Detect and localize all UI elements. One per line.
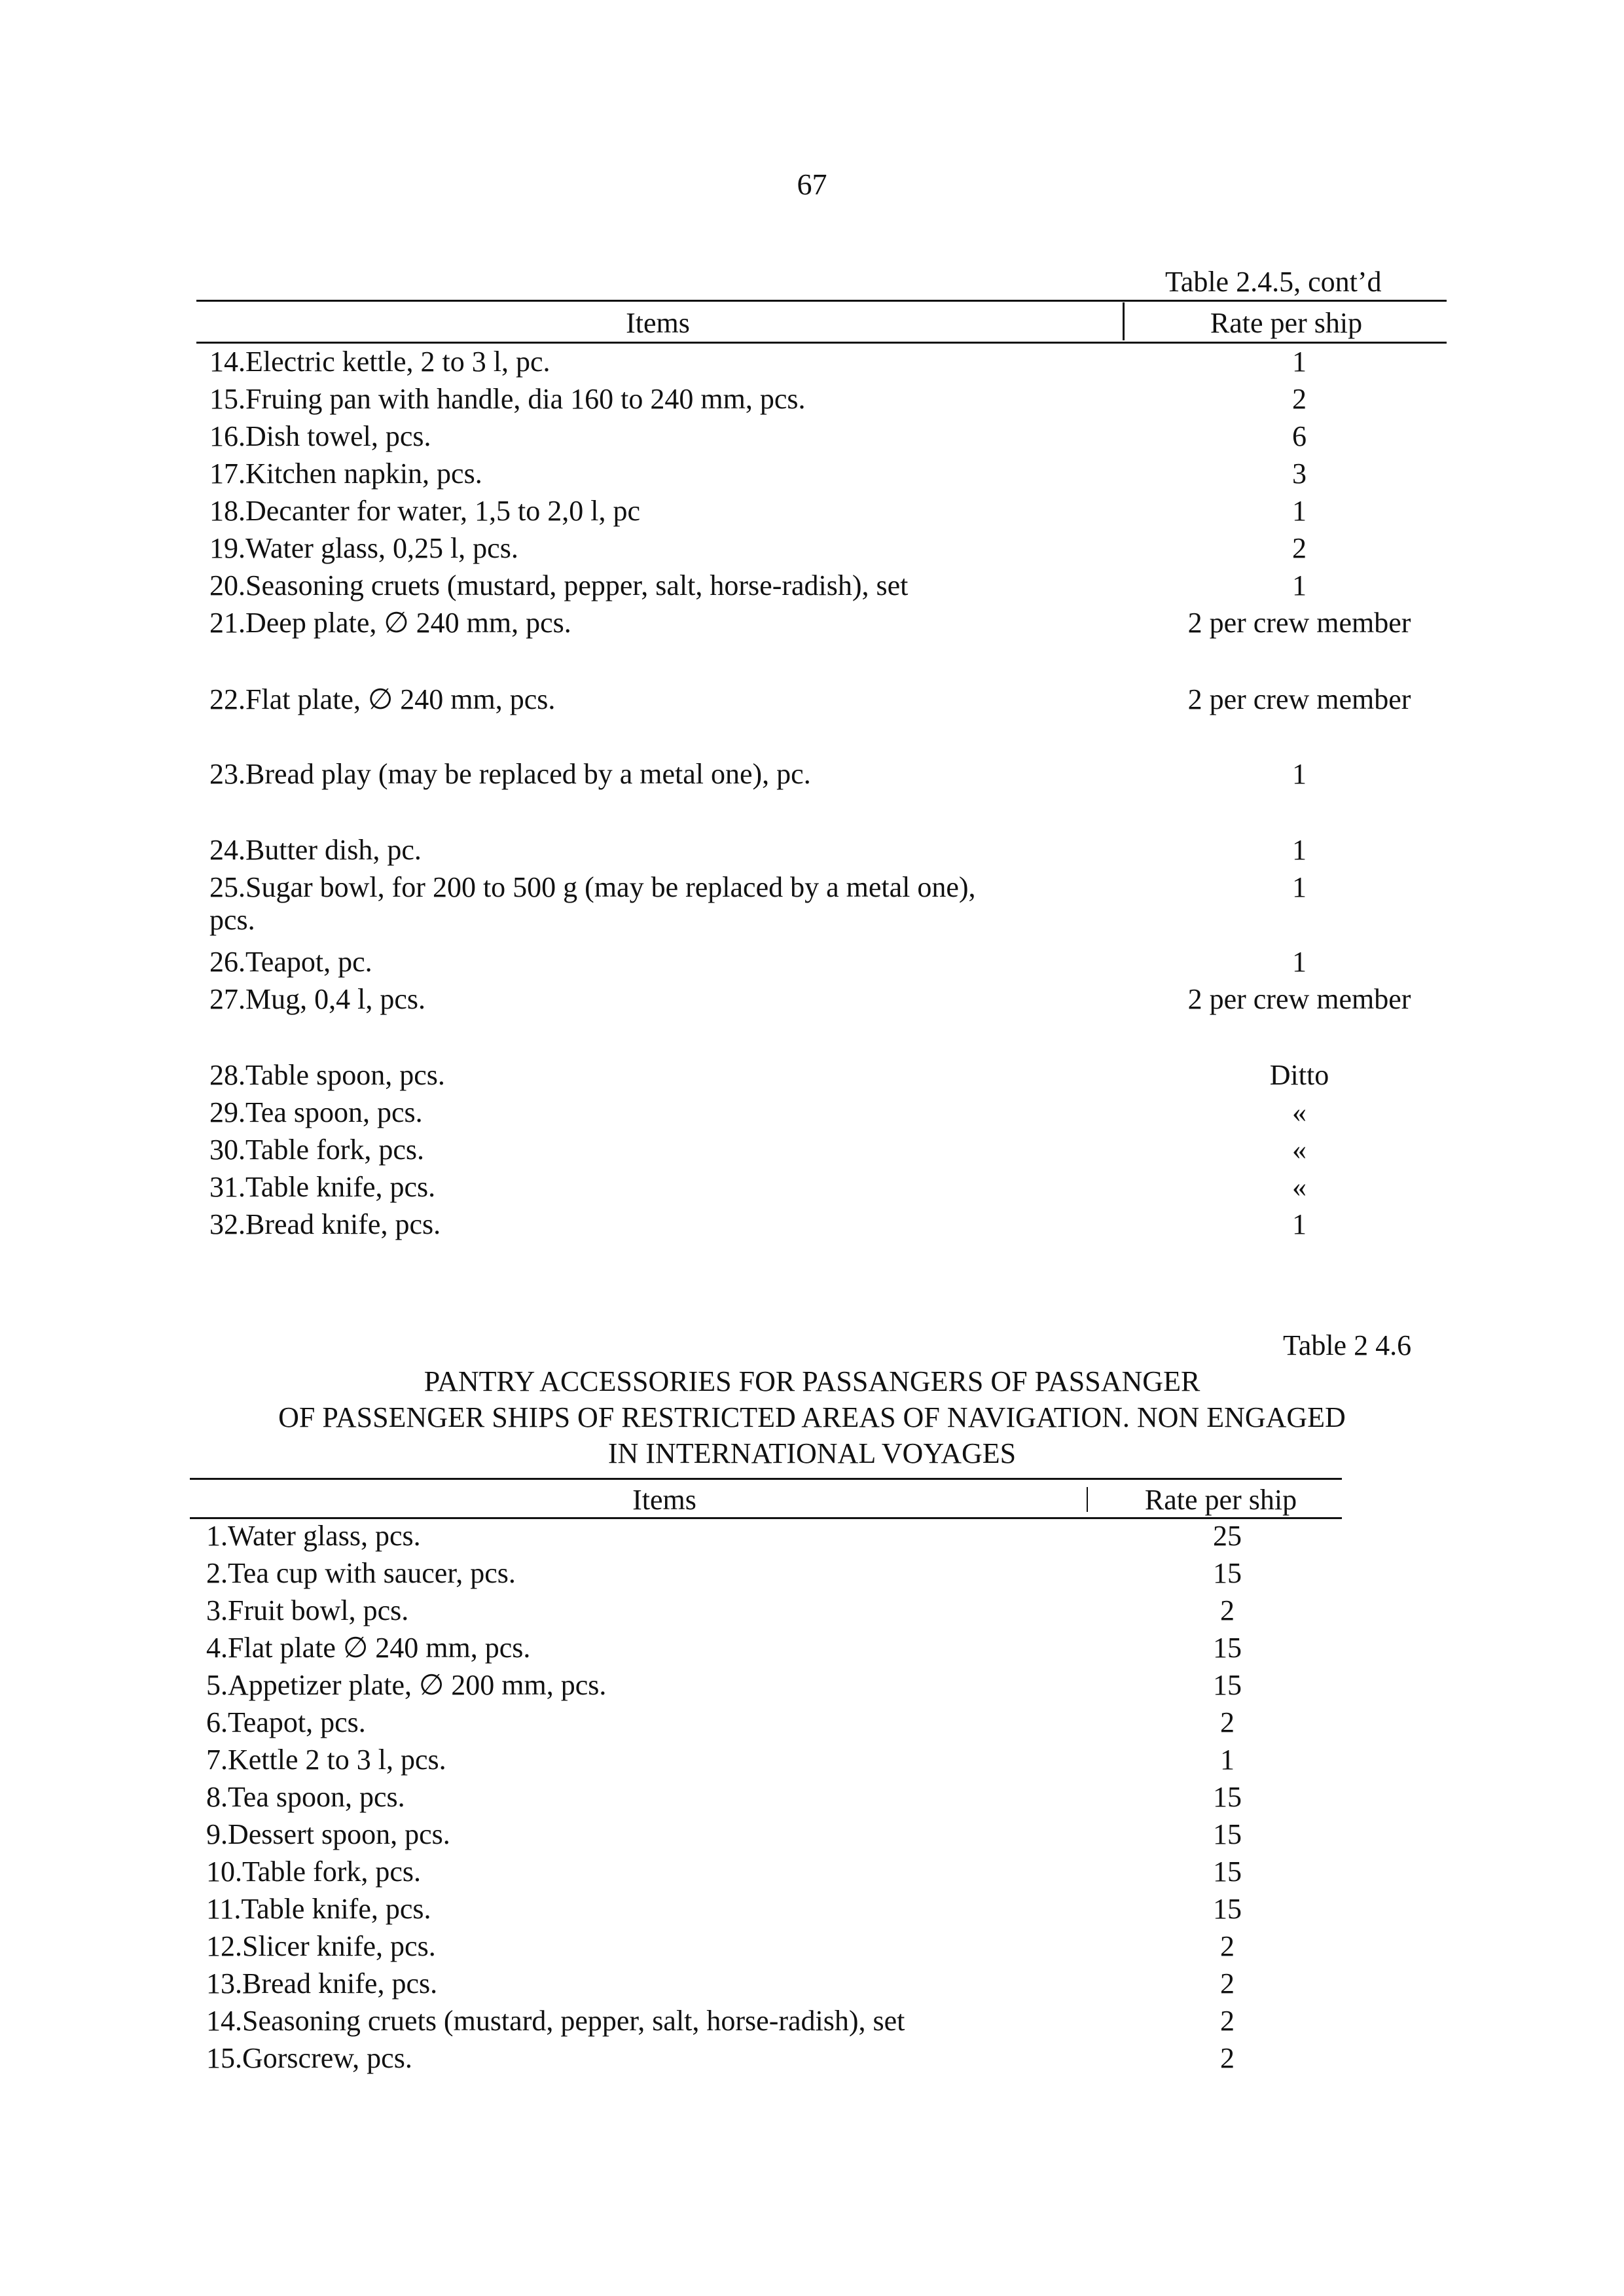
item-rate: 2 per crew member bbox=[1187, 683, 1411, 715]
item-rate: 6 bbox=[1292, 420, 1307, 452]
item-name: 20.Seasoning cruets (mustard, pepper, salt, horse-radish), set bbox=[209, 569, 909, 601]
item-name: 19.Water glass, 0,25 l, pcs. bbox=[209, 532, 518, 564]
table-title-line: OF PASSENGER SHIPS OF RESTRICTED AREAS OF NAVIGATION. NON ENGAGED bbox=[278, 1401, 1346, 1433]
item-rate: 15 bbox=[1213, 1557, 1242, 1589]
item-rate: 2 bbox=[1220, 1594, 1235, 1626]
item-name: 32.Bread knife, pcs. bbox=[209, 1208, 441, 1240]
item-name: 25.Sugar bowl, for 200 to 500 g (may be replaced by a metal one), pcs. bbox=[209, 871, 976, 936]
item-name: 22.Flat plate, ∅ 240 mm, pcs. bbox=[209, 683, 556, 715]
item-rate: « bbox=[1292, 1096, 1307, 1128]
column-header-items: Items bbox=[632, 1484, 696, 1516]
column-header-rate: Rate per ship bbox=[1210, 307, 1363, 339]
table-rule-header bbox=[196, 342, 1447, 344]
table-caption: Table 2.4.5, cont’d bbox=[1165, 266, 1382, 298]
item-name: 24.Butter dish, pc. bbox=[209, 834, 422, 866]
item-rate: 2 bbox=[1220, 1967, 1235, 2000]
item-rate: 2 bbox=[1220, 1706, 1235, 1738]
item-name: 2.Tea cup with saucer, pcs. bbox=[206, 1557, 516, 1589]
table-rule-top bbox=[196, 300, 1447, 302]
item-name: 17.Kitchen napkin, pcs. bbox=[209, 457, 482, 490]
item-rate: 2 bbox=[1220, 2042, 1235, 2074]
item-name: 15.Gorscrew, pcs. bbox=[206, 2042, 412, 2074]
item-name: 6.Teapot, pcs. bbox=[206, 1706, 366, 1738]
item-name: 8.Tea spoon, pcs. bbox=[206, 1781, 405, 1813]
item-rate: Ditto bbox=[1269, 1059, 1329, 1091]
item-rate: 2 per crew member bbox=[1187, 983, 1411, 1015]
item-name: 12.Slicer knife, pcs. bbox=[206, 1930, 436, 1962]
item-rate: 15 bbox=[1213, 1781, 1242, 1813]
item-name: 18.Decanter for water, 1,5 to 2,0 l, pc bbox=[209, 495, 641, 527]
item-name: 16.Dish towel, pcs. bbox=[209, 420, 431, 452]
item-rate: 1 bbox=[1292, 569, 1307, 601]
item-rate: 1 bbox=[1292, 1208, 1307, 1240]
item-rate: 2 bbox=[1220, 2005, 1235, 2037]
item-rate: 15 bbox=[1213, 1818, 1242, 1850]
item-rate: « bbox=[1292, 1134, 1307, 1166]
item-name: 3.Fruit bowl, pcs. bbox=[206, 1594, 409, 1626]
table-caption: Table 2 4.6 bbox=[1283, 1329, 1412, 1361]
item-name: 31.Table knife, pcs. bbox=[209, 1171, 436, 1203]
column-divider bbox=[1123, 302, 1125, 340]
item-name: 23.Bread play (may be replaced by a metal one), pc. bbox=[209, 758, 811, 790]
item-name: 11.Table knife, pcs. bbox=[206, 1893, 431, 1925]
item-rate: 1 bbox=[1292, 758, 1307, 790]
item-rate: 15 bbox=[1213, 1632, 1242, 1664]
item-name: 13.Bread knife, pcs. bbox=[206, 1967, 438, 2000]
item-rate: 3 bbox=[1292, 457, 1307, 490]
item-name: 14.Electric kettle, 2 to 3 l, pc. bbox=[209, 346, 550, 378]
item-rate: 15 bbox=[1213, 1669, 1242, 1701]
item-name: 14.Seasoning cruets (mustard, pepper, salt, horse-radish), set bbox=[206, 2005, 905, 2037]
item-name: 26.Teapot, pc. bbox=[209, 946, 372, 978]
column-header-items: Items bbox=[626, 307, 690, 339]
column-divider bbox=[1087, 1487, 1088, 1512]
item-name: 9.Dessert spoon, pcs. bbox=[206, 1818, 450, 1850]
item-name: 5.Appetizer plate, ∅ 200 mm, pcs. bbox=[206, 1669, 607, 1701]
item-rate: 1 bbox=[1292, 834, 1307, 866]
table-header bbox=[190, 1480, 1342, 1517]
table-rule-header bbox=[190, 1517, 1342, 1519]
table-title-line: PANTRY ACCESSORIES FOR PASSANGERS OF PASSANGER bbox=[424, 1365, 1200, 1397]
item-rate: 15 bbox=[1213, 1893, 1242, 1925]
page-number: 67 bbox=[797, 168, 827, 201]
item-rate: 25 bbox=[1213, 1520, 1242, 1552]
item-rate: 1 bbox=[1292, 946, 1307, 978]
item-rate: 1 bbox=[1292, 495, 1307, 527]
item-rate: 2 bbox=[1220, 1930, 1235, 1962]
item-name: 15.Fruing pan with handle, dia 160 to 240 mm, pcs. bbox=[209, 383, 806, 415]
item-name: 1.Water glass, pcs. bbox=[206, 1520, 421, 1552]
item-rate: « bbox=[1292, 1171, 1307, 1203]
item-rate: 2 bbox=[1292, 383, 1307, 415]
item-rate: 1 bbox=[1292, 346, 1307, 378]
item-rate: 1 bbox=[1220, 1744, 1235, 1776]
item-name: 27.Mug, 0,4 l, pcs. bbox=[209, 983, 425, 1015]
item-name: 30.Table fork, pcs. bbox=[209, 1134, 425, 1166]
table-title-line: IN INTERNATIONAL VOYAGES bbox=[607, 1437, 1017, 1469]
table-header bbox=[196, 302, 1447, 340]
item-rate: 1 bbox=[1292, 871, 1307, 903]
item-rate: 2 per crew member bbox=[1187, 607, 1411, 639]
item-name: 21.Deep plate, ∅ 240 mm, pcs. bbox=[209, 607, 571, 639]
item-rate: 15 bbox=[1213, 1856, 1242, 1888]
table-rule-top bbox=[190, 1478, 1342, 1480]
item-rate: 2 bbox=[1292, 532, 1307, 564]
item-name: 4.Flat plate ∅ 240 mm, pcs. bbox=[206, 1632, 531, 1664]
item-name: 10.Table fork, pcs. bbox=[206, 1856, 422, 1888]
column-header-rate: Rate per ship bbox=[1144, 1484, 1297, 1516]
item-name: 7.Kettle 2 to 3 l, pcs. bbox=[206, 1744, 446, 1776]
item-name: 29.Tea spoon, pcs. bbox=[209, 1096, 423, 1128]
item-name: 28.Table spoon, pcs. bbox=[209, 1059, 445, 1091]
